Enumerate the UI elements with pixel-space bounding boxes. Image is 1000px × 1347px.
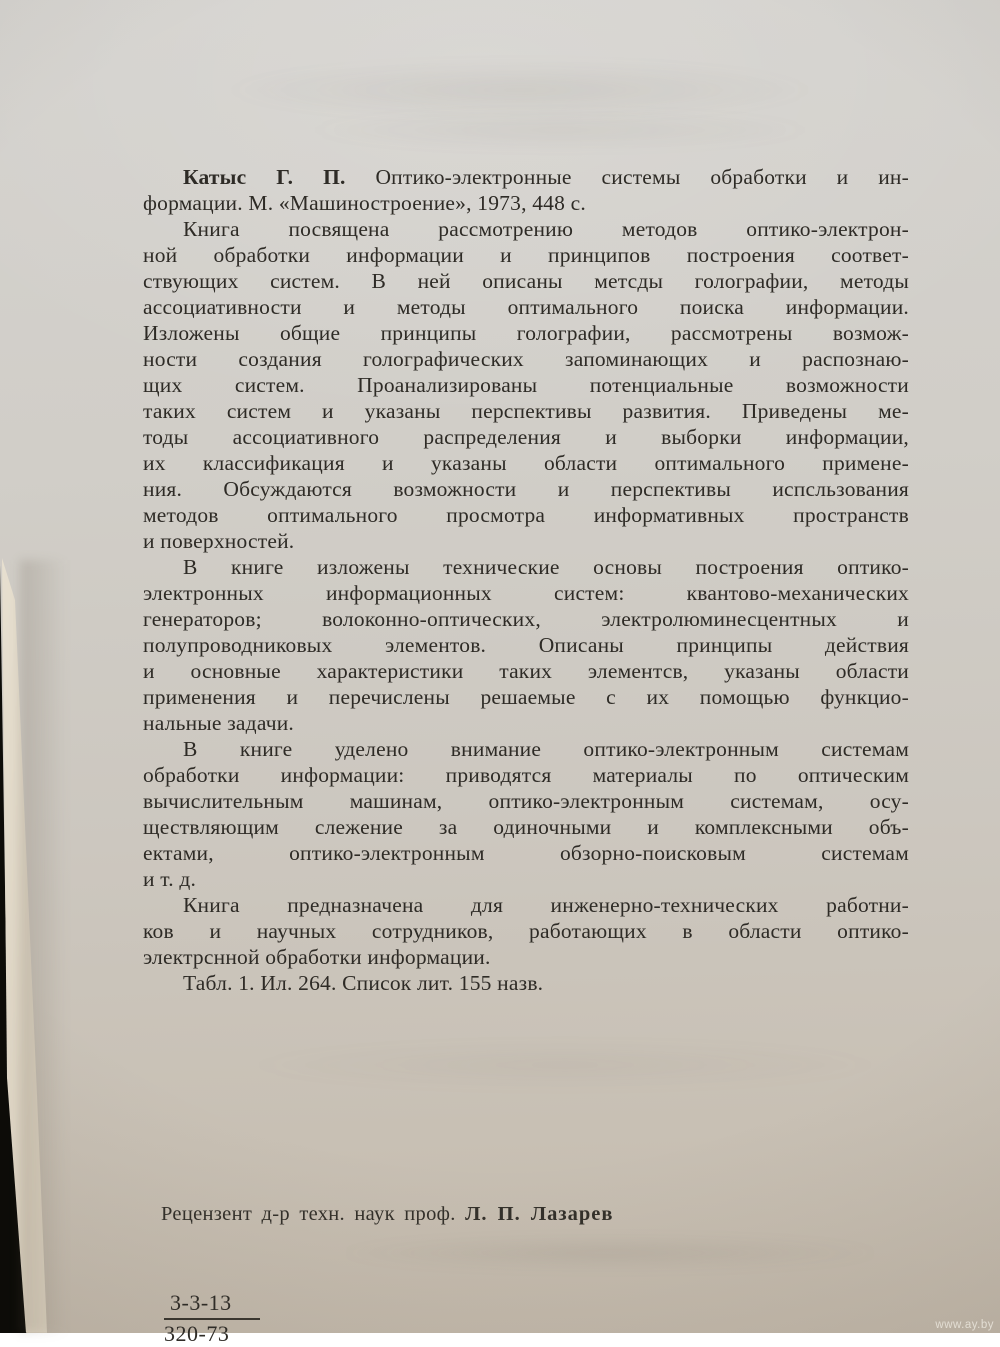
show-through-smudge — [220, 60, 820, 120]
annotation-line: их классификация и указаны области оптимального примене- — [143, 451, 909, 475]
site-watermark: www.ay.by — [935, 1319, 994, 1331]
annotation-line: ществляющим слежение за одиночными и комплексными объ- — [143, 815, 909, 839]
biblio-title: Оптико-электронные системы обработки и ин- — [375, 165, 909, 189]
author-name: Катыс Г. П. — [183, 165, 346, 189]
annotation-line: ности создания голографических запоминающих и распознаю- — [143, 347, 909, 371]
annotation-line: Книга предназначена для инженерно-технических работни- — [183, 893, 909, 917]
annotation-line: и т. д. — [143, 867, 197, 891]
annotation-line: таких систем и указаны перспективы развития. Приведены ме- — [143, 399, 909, 423]
annotation-line: ассоциативности и методы оптимального поиска информации. — [143, 295, 909, 319]
annotation-line: и основные характеристики таких элементсв, указаны области — [143, 659, 909, 683]
classification-upper: 3-3-13 — [170, 1290, 232, 1315]
reviewer-line — [161, 1203, 613, 1226]
reviewer-label: Рецензент д-р техн. наук проф. — [161, 1203, 456, 1225]
annotation-line: ектами, оптико-электронным обзорно-поисковым системам — [143, 841, 909, 865]
show-through-smudge — [330, 1236, 890, 1270]
annotation-line: В книге уделено внимание оптико-электронным системам — [183, 737, 909, 761]
annotation-line: нальные задачи. — [143, 711, 294, 735]
annotation-line: Изложены общие принципы голографии, рассмотрены возмож- — [143, 321, 909, 345]
classification-lower: 320-73 — [164, 1321, 230, 1346]
annotation-line: методов оптимального просмотра информативных пространств — [143, 503, 909, 527]
annotation-line: генераторов; волоконно-оптических, электролюминесцентных и — [143, 607, 909, 631]
annotation-line: щих систем. Проанализированы потенциальные возможности — [143, 373, 909, 397]
reviewer-name: Л. П. Лазарев — [465, 1203, 614, 1225]
fraction-rule — [164, 1318, 260, 1320]
annotation-line: электронных информационных систем: квантово-механических — [143, 581, 909, 605]
annotation-line: и поверхностей. — [143, 529, 295, 553]
annotation-line: ной обработки информации и принципов построения соответ- — [143, 243, 909, 267]
annotation-line: Книга посвящена рассмотрению методов оптико-электрон- — [183, 217, 909, 241]
show-through-smudge — [300, 110, 820, 150]
annotation-line: ния. Обсуждаются возможности и перспективы испсльзования — [143, 477, 909, 501]
annotation-line: обработки информации: приводятся материалы по оптическим — [143, 763, 909, 787]
classification-index — [164, 1290, 260, 1347]
page-edge-shadow — [20, 560, 75, 1333]
annotation-line: В книге изложены технические основы построения оптико- — [183, 555, 909, 579]
biblio-line — [143, 164, 909, 190]
show-through-smudge — [240, 1040, 890, 1090]
annotation-stats-line: Табл. 1. Ил. 264. Список лит. 155 назв. — [183, 971, 544, 995]
annotation-line: ствующих систем. В ней описаны метсды голографии, методы — [143, 269, 909, 293]
annotation-line: электрснной обработки информации. — [143, 945, 491, 969]
annotation-line: полупроводниковых элементов. Описаны принципы действия — [143, 633, 909, 657]
annotation-text-block — [143, 164, 909, 996]
annotation-line: вычислительным машинам, оптико-электронным системам, осу- — [143, 789, 909, 813]
annotation-line: тоды ассоциативного распределения и выборки информации, — [143, 425, 909, 449]
annotation-line: применения и перечислены решаемые с их помощью функцио- — [143, 685, 909, 709]
annotation-line: ков и научных сотрудников, работающих в области оптико- — [143, 919, 909, 943]
annotation-line: формации. М. «Машиностроение», 1973, 448 с. — [143, 191, 586, 215]
